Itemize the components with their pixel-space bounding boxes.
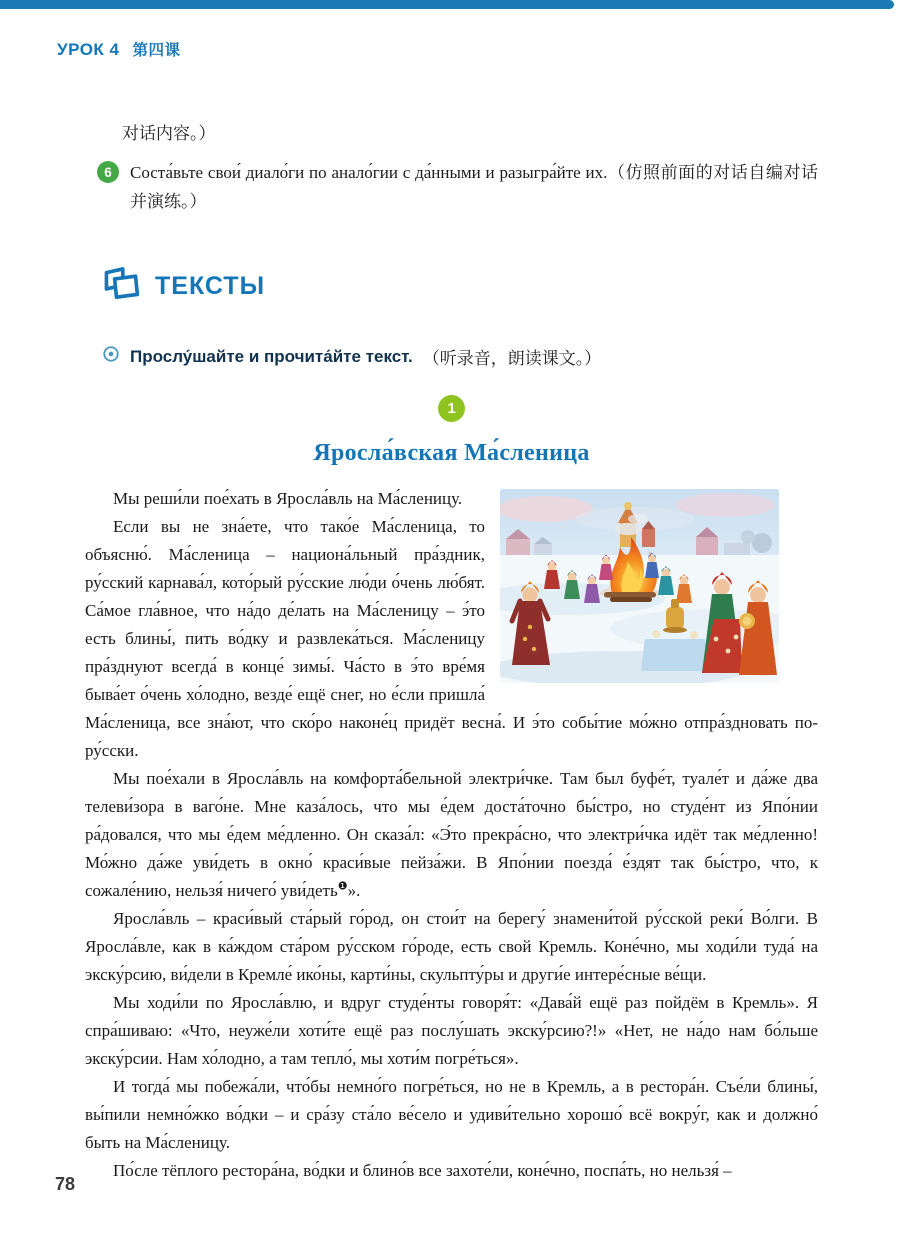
top-blue-bar: [0, 0, 894, 9]
paragraph: [85, 765, 818, 905]
paragraph: По́сле тёплого рестора́на, во́дки и блино́в все захоте́ли, коне́чно, поспа́ть, но нельзя́ –: [113, 1161, 732, 1180]
text-number-row: [85, 395, 818, 422]
text-body: [85, 485, 818, 1185]
paragraph-text: Мы пое́хали в Яросла́вль на комфорта́бельной электри́чке. Там был буфе́т, туале́т и да́же два телеви́зора в ваго́не. Мне каза́лось, что мы е́дем доста́точно бы́стро, но студе́нт из Япо́нии ра́довался, что мы е́дем ме́дленно. Он сказа́л: «Э́то прекра́сно, что электри́чка идёт так ме́дленно! Мо́жно да́же уви́деть в окно́ краси́вые пейза́жи. В Япо́нии поезда́ е́здят так бы́стро, что, к сожале́нию, нельзя́ ничего́ уви́деть: [85, 769, 818, 900]
lesson-header: [57, 38, 180, 60]
paragraph: И тогда́ мы побежа́ли, что́бы немно́го погре́ться, но не в Кремль, а в рестора́н. Съе́ли блины́, вы́пили немно́жко во́дки – и сра́зу ста́ло ве́село и удиви́тельно хорошо́ всё вокру́г, как и должно́ быть на Ма́сленицу.: [85, 1077, 818, 1152]
exercise-number-badge: 6: [97, 161, 119, 183]
paragraph: Если вы не зна́ете, что тако́е Ма́сленица, то объясню́. Ма́сленица – национа́льный пра́здник, ру́сский карнава́л, кото́рый ру́сские лю́ди о́чень лю́бят. Са́мое гла́вное, что на́до де́лать на Ма́сленицу – э́то есть блины́, пить во́дку и развлека́ться. Ма́сленицу пра́зднуют всегда́ в конце́ зимы́. Ча́сто в э́то вре́мя быва́ет о́чень хо́лодно, везде́ ещё снег, но е́сли пришла́ Ма́сленица, все зна́ют, что ско́ро наконе́ц придёт весна́. И э́то собы́тие мо́жно отпра́здновать по-ру́сски.: [85, 517, 818, 760]
paragraph: Мы реши́ли пое́хать в Яросла́вль на Ма́сленицу.: [113, 489, 463, 508]
maslenitsa-illustration: [500, 489, 779, 683]
text-number-badge: 1: [438, 395, 465, 422]
exercise-text: [130, 158, 818, 216]
instruction-text-zh: （听录音，朗读课文。）: [422, 349, 602, 368]
page-number: 78: [55, 1174, 76, 1194]
book-icon: [101, 266, 141, 306]
lesson-number-ru: УРОК 4: [57, 40, 120, 59]
exercise-text-ru: Соста́вьте свои́ диало́ги по анало́гии с да́нными и разыгра́йте их.: [130, 163, 608, 182]
exercise-text-zh: （仿照前面的对话自编对话并演练。）: [130, 163, 819, 211]
paragraph: Яросла́вль – краси́вый ста́рый го́род, он стои́т на берегу́ знамени́той ру́сской реки́ Во́лги. В Яросла́вле, как в ка́ждом ста́ром ру́сском го́роде, есть свой Кремль. Коне́чно, мы ходи́ли туда́ на экску́рсию, ви́дели в Кремле́ ико́ны, карти́ны, скульпту́ры и други́е интере́сные ве́щи.: [85, 909, 818, 984]
instruction-text-ru: Прослу́шайте и прочита́йте текст.: [130, 346, 413, 366]
main-column: [85, 120, 818, 1185]
listen-instruction: [102, 344, 818, 369]
paragraph-text: ».: [347, 881, 361, 900]
texts-section-header: [101, 266, 818, 306]
previous-item-fragment: 对话内容。）: [122, 124, 216, 143]
paragraph: Мы ходи́ли по Яросла́влю, и вдруг студе́нты говоря́т: «Дава́й ещё раз пойдём в Кремль». Я спра́шиваю: «Что, неуже́ли хоти́те ещё раз послу́шать экску́рсию?!» «Нет, не на́до нам бо́льше экску́рсии. Нам хо́лодно, а там тепло́, мы хоти́м погре́ться».: [85, 993, 818, 1068]
text-title: Яросла́вская Ма́сленица: [313, 440, 590, 466]
exercise-6: [85, 158, 818, 216]
section-title: ТЕКСТЫ: [155, 271, 266, 300]
listen-icon: [102, 345, 120, 368]
lesson-number-zh: 第四课: [132, 42, 181, 59]
footnote-marker: ❶: [337, 880, 348, 893]
